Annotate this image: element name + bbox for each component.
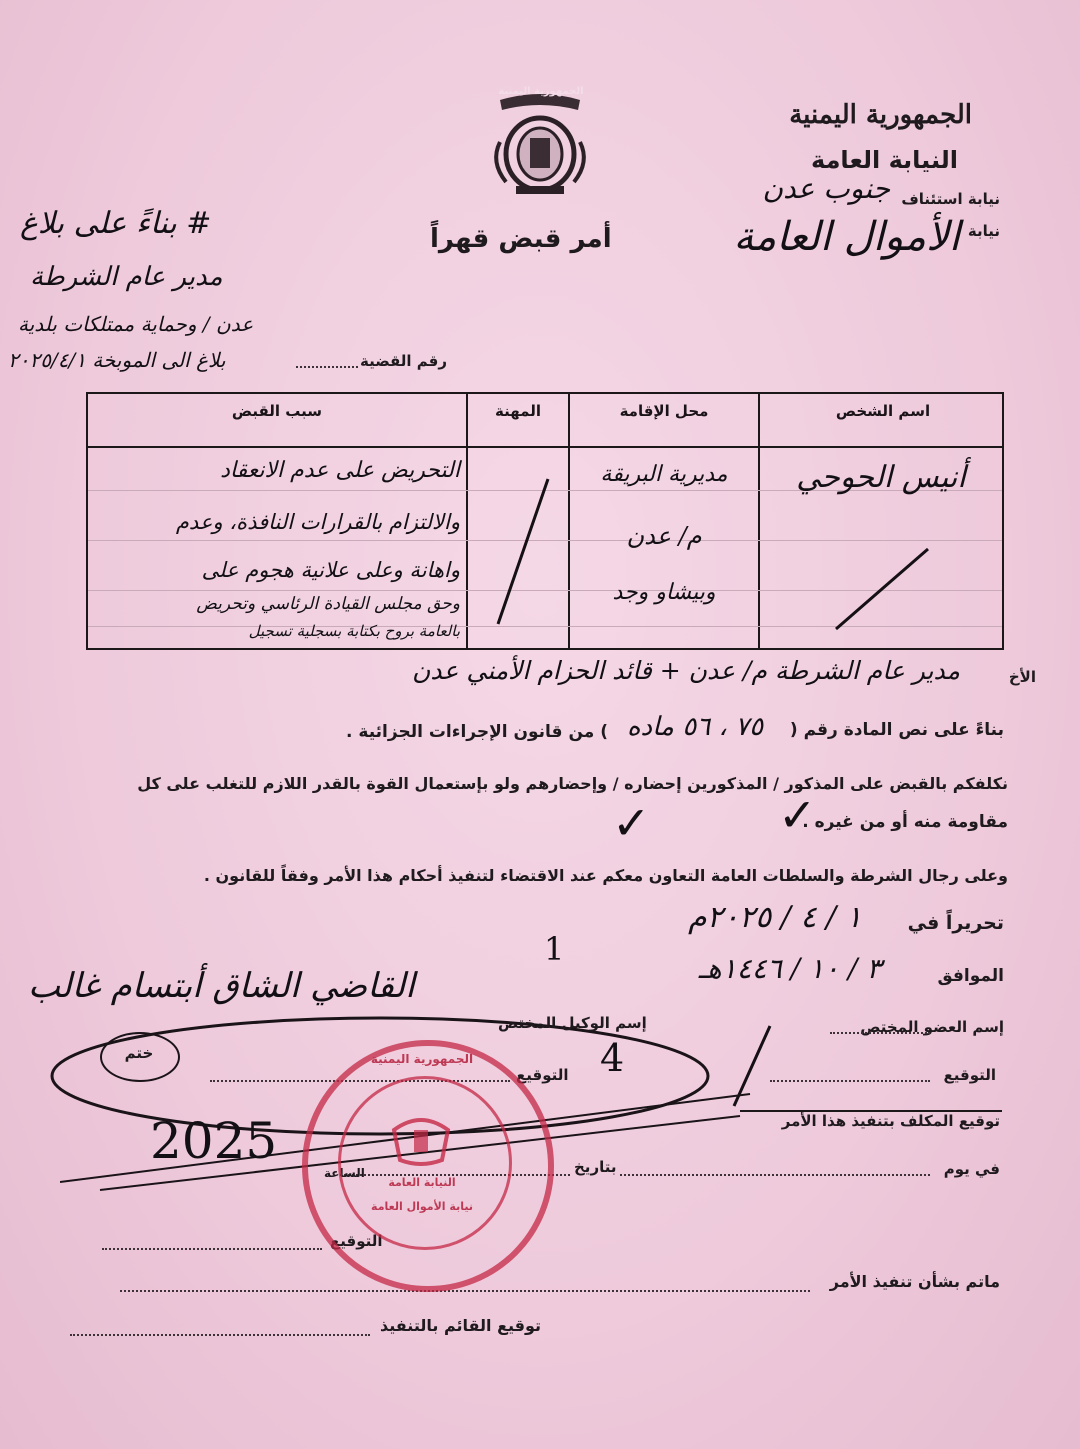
person-name: أنيس الحوحي bbox=[796, 460, 966, 495]
side-note-line2: مدير عام الشرطة bbox=[30, 262, 223, 292]
hijri-value: ٣ / ١٠ / ١٤٤٦هـ bbox=[698, 952, 882, 985]
hijri-label: الموافق bbox=[937, 966, 1004, 986]
signature-dots bbox=[770, 1080, 930, 1082]
addressee-label: الأخ bbox=[1008, 668, 1036, 686]
article-value: ٧٥ ، ٥٦ ماده bbox=[626, 712, 764, 742]
reason-line4: وحق مجلس القيادة الرئاسي وتحريض bbox=[196, 594, 460, 614]
action-label: ماتم بشأن تنفيذ الأمر bbox=[829, 1272, 1000, 1291]
name-slash-icon bbox=[828, 544, 938, 638]
executor-sign-label: توقيع المكلف بتنفيذ هذا الأمر bbox=[781, 1112, 1000, 1130]
seal-text-mid: النيابة العامة bbox=[388, 1176, 456, 1189]
reason-line1: التحريض على عدم الانعقاد bbox=[220, 458, 460, 483]
day-dots bbox=[620, 1174, 930, 1176]
agent-signature-label: التوقيع bbox=[516, 1066, 569, 1084]
numeral-one: 1 bbox=[544, 930, 565, 968]
seal-text-bottom: نيابة الأموال العامة bbox=[371, 1200, 473, 1213]
sign-dots bbox=[102, 1248, 322, 1250]
side-note-line3: عدن / وحماية ممتلكات بلدية bbox=[18, 312, 254, 336]
seal-mini-label: ختم bbox=[124, 1044, 154, 1062]
member-label: إسم العضو المختص bbox=[860, 1018, 1004, 1036]
col-header-name: اسم الشخص bbox=[835, 402, 931, 420]
time-label: الساعة bbox=[324, 1166, 365, 1180]
judge-name: القاضي الشاق أبتسام غالب bbox=[28, 966, 415, 1006]
numeral-four: 4 bbox=[600, 1036, 625, 1080]
executor-final-dots bbox=[70, 1334, 370, 1336]
instruction-line1: نكلفكم بالقبض على المذكور / المذكورين إحضاره / وإحضارهم ولو بإستعمال القوة بالقدر اللازم للتغلب على كل bbox=[137, 774, 1008, 793]
sign-label: التوقيع bbox=[330, 1232, 383, 1250]
seal-emblem-icon bbox=[386, 1110, 456, 1174]
profession-slash-icon bbox=[488, 474, 558, 638]
instruction-line3: وعلى رجال الشرطة والسلطات العامة التعاون معكم عند الاقتضاء لتنفيذ أحكام هذا الأمر وفقاً للقانون . bbox=[203, 866, 1008, 885]
year-handwritten: 2025 bbox=[150, 1112, 278, 1170]
office-value: جنوب عدن bbox=[762, 172, 890, 205]
written-label: تحريراً في bbox=[907, 912, 1004, 934]
agent-label: إسم الوكيل المختص bbox=[498, 1014, 647, 1032]
residence-line3: وبيشاو وجد bbox=[612, 580, 716, 605]
checkmark-icon: ✓ bbox=[778, 788, 817, 842]
prosecution-value: الأموال العامة bbox=[733, 214, 960, 260]
case-no-label: رقم القضية bbox=[360, 352, 448, 370]
prosecution-label: نيابة bbox=[967, 222, 1000, 240]
checkmark-icon: ✓ bbox=[612, 796, 651, 850]
col-header-residence: محل الإقامة bbox=[619, 402, 709, 420]
date-label: بتاريخ bbox=[574, 1158, 617, 1176]
reason-line3: واهانة وعلى علانية هجوم على bbox=[201, 558, 460, 582]
office-label: نيابة استئناف bbox=[901, 190, 1000, 208]
written-value: ١ / ٤ / ٢٠٢٥م bbox=[688, 900, 862, 935]
action-dots bbox=[120, 1290, 810, 1292]
case-no-value: بلاغ الى الموبخة ٢٠٢٥/٤/١ bbox=[8, 348, 226, 372]
seal-text-top: الجمهورية اليمنية bbox=[370, 1052, 474, 1066]
residence-line2: م/ عدن bbox=[626, 522, 702, 550]
arrest-table bbox=[86, 392, 1004, 650]
day-label: في يوم bbox=[943, 1160, 1000, 1178]
republic-heading: الجمهورية اليمنية bbox=[789, 100, 972, 130]
side-note-line1: # بناءً على بلاغ bbox=[20, 206, 212, 241]
col-header-profession: المهنة bbox=[495, 402, 541, 420]
signature-label: التوقيع bbox=[943, 1066, 996, 1084]
yemen-emblem-icon bbox=[480, 82, 600, 202]
order-title: أمر قبض قهراً bbox=[430, 224, 612, 254]
executor-final-label: توقيع القائم بالتنفيذ bbox=[380, 1316, 542, 1335]
reason-line5: بالعامة بروح بكتابة بسجلية تسجيل bbox=[248, 622, 460, 640]
reason-line2: والالتزام بالقرارات النافذة، وعدم bbox=[175, 510, 460, 534]
article-suffix: ) من قانون الإجراءات الجزائية . bbox=[346, 722, 608, 742]
instruction-line2: مقاومة منه أو من غيره . bbox=[802, 812, 1008, 832]
member-dots bbox=[830, 1032, 930, 1034]
residence-line1: مديرية البريقة bbox=[600, 462, 728, 487]
article-prefix: بناءً على نص المادة رقم ( bbox=[789, 720, 1004, 740]
addressee-value: مدير عام الشرطة م/ عدن + قائد الحزام الأمني عدن bbox=[412, 656, 960, 685]
emblem-banner: الجمهورية اليمنية bbox=[498, 86, 584, 97]
col-header-reason: سبب القبض bbox=[231, 402, 323, 420]
prosecution-heading: النيابة العامة bbox=[811, 146, 958, 174]
